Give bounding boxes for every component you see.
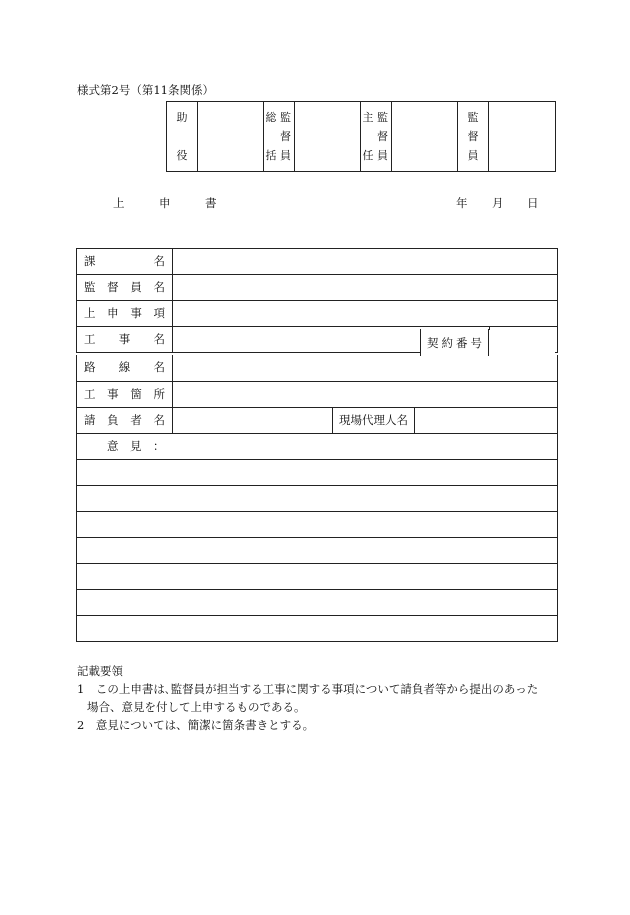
label-section-name (77, 249, 173, 275)
label-site-agent-name: 現場代理人名 (333, 407, 415, 433)
label-char: 名 (153, 360, 165, 375)
stamp-chief-supervisor (361, 102, 458, 171)
opinion-field[interactable] (77, 589, 558, 615)
stamp-text: 員 (467, 149, 479, 162)
opinion-field[interactable] (77, 615, 558, 641)
label-char: 約 (441, 335, 453, 350)
label-char: 線 (118, 360, 131, 375)
stamp-text: 役 (176, 149, 188, 162)
table-row (77, 355, 558, 381)
stamp-label-assistant (167, 102, 198, 171)
label-char: 号 (470, 335, 482, 350)
label-supervisor-name (77, 275, 173, 301)
opinion-field[interactable] (77, 485, 558, 511)
date-month-label: 月 (492, 196, 504, 210)
instruction-item-1-continued: 場合、意見を付して上申するものである。 (87, 700, 306, 714)
table-row (77, 301, 558, 327)
label-char: 路 (84, 360, 96, 375)
opinion-field[interactable] (77, 537, 558, 563)
label-char: 名 (153, 254, 165, 268)
field-report-matter[interactable] (173, 301, 558, 327)
label-char: 所 (153, 386, 165, 401)
approval-stamp-boxes (166, 101, 556, 172)
table-row (77, 275, 558, 301)
instruction-item-1: 1 この上申書は､監督員が担当する工事に関する事項について請負者等から提出のあった (77, 682, 539, 696)
label-char: 監 (84, 280, 96, 294)
label-char: 督 (107, 280, 119, 294)
seal-area-chief-supervisor[interactable] (392, 102, 457, 171)
stamp-supervisor (458, 102, 555, 171)
title-char-3: 書 (205, 196, 217, 210)
seal-area-general-supervisor[interactable] (295, 102, 360, 171)
stamp-label-general-supervisor (264, 102, 295, 171)
form-number-label: 様式第2号（第11条関係） (77, 83, 214, 97)
label-char: 事 (118, 332, 131, 346)
label-char: 事 (130, 306, 142, 320)
label-opinion: 意 見 ： (77, 433, 558, 459)
stamp-text: 任 員 (362, 149, 388, 162)
opinion-field[interactable] (77, 563, 558, 589)
opinion-line (77, 485, 558, 511)
label-contract-number (420, 329, 489, 356)
label-char: 契 (427, 335, 439, 350)
table-row (77, 381, 558, 407)
label-contractor-name (77, 407, 173, 433)
stamp-general-supervisor (264, 102, 361, 171)
stamp-label-chief-supervisor (361, 102, 392, 171)
label-char: 工 (84, 332, 96, 346)
label-char: 名 (153, 332, 165, 346)
field-construction-location[interactable] (173, 381, 558, 407)
opinion-line (77, 615, 558, 641)
seal-area-supervisor[interactable] (489, 102, 555, 171)
date-day-label: 日 (527, 196, 539, 210)
opinion-line (77, 589, 558, 615)
report-table-lower (76, 355, 558, 642)
instruction-item-2: 2 意見については、簡潔に箇条書きとする。 (77, 718, 315, 732)
label-char: 名 (153, 412, 165, 427)
opinion-line (77, 537, 558, 563)
stamp-text: 督 (280, 130, 291, 143)
stamp-text: 督 (377, 130, 388, 143)
instructions-heading: 記載要領 (77, 664, 123, 678)
title-char-2: 申 (159, 196, 171, 210)
label-char: 名 (153, 280, 165, 294)
label-report-matter (77, 301, 173, 327)
stamp-text: 監 (467, 111, 479, 124)
field-section-name[interactable] (173, 249, 558, 275)
label-char: 事 (107, 386, 119, 401)
label-construction-location (77, 381, 173, 407)
label-char: 番 (456, 335, 468, 350)
opinion-line (77, 563, 558, 589)
label-char: 負 (107, 412, 119, 427)
title-char-1: 上 (113, 196, 125, 210)
opinion-field[interactable] (77, 459, 558, 485)
field-supervisor-name[interactable] (173, 275, 558, 301)
label-route-name (77, 355, 173, 381)
stamp-assistant (167, 102, 264, 171)
label-char: 課 (84, 254, 96, 268)
label-char: 申 (107, 306, 119, 320)
table-row (77, 249, 558, 275)
label-char: 工 (84, 386, 96, 401)
opinion-field[interactable] (77, 511, 558, 537)
stamp-text: 督 (467, 130, 479, 143)
field-site-agent-name[interactable] (415, 407, 558, 433)
opinion-line (77, 459, 558, 485)
label-char: 項 (153, 306, 165, 320)
label-construction-name (77, 327, 173, 353)
field-route-name[interactable] (173, 355, 558, 381)
label-char: 者 (130, 412, 142, 427)
date-year-label: 年 (456, 196, 468, 210)
label-char: 箇 (130, 386, 142, 401)
stamp-text: 助 (176, 111, 188, 124)
field-contract-number[interactable] (489, 330, 555, 355)
label-char: 上 (84, 306, 96, 320)
seal-area-assistant[interactable] (198, 102, 263, 171)
stamp-text: 括 員 (265, 149, 291, 162)
stamp-label-supervisor (458, 102, 489, 171)
table-row (77, 433, 558, 459)
opinion-line (77, 511, 558, 537)
table-row (77, 407, 558, 433)
label-char: 請 (84, 412, 96, 427)
stamp-text: 主 監 (362, 111, 388, 124)
label-char: 員 (130, 280, 142, 294)
stamp-text: 総 監 (265, 111, 291, 124)
instructions (77, 662, 538, 734)
field-contractor-name[interactable] (173, 407, 333, 433)
